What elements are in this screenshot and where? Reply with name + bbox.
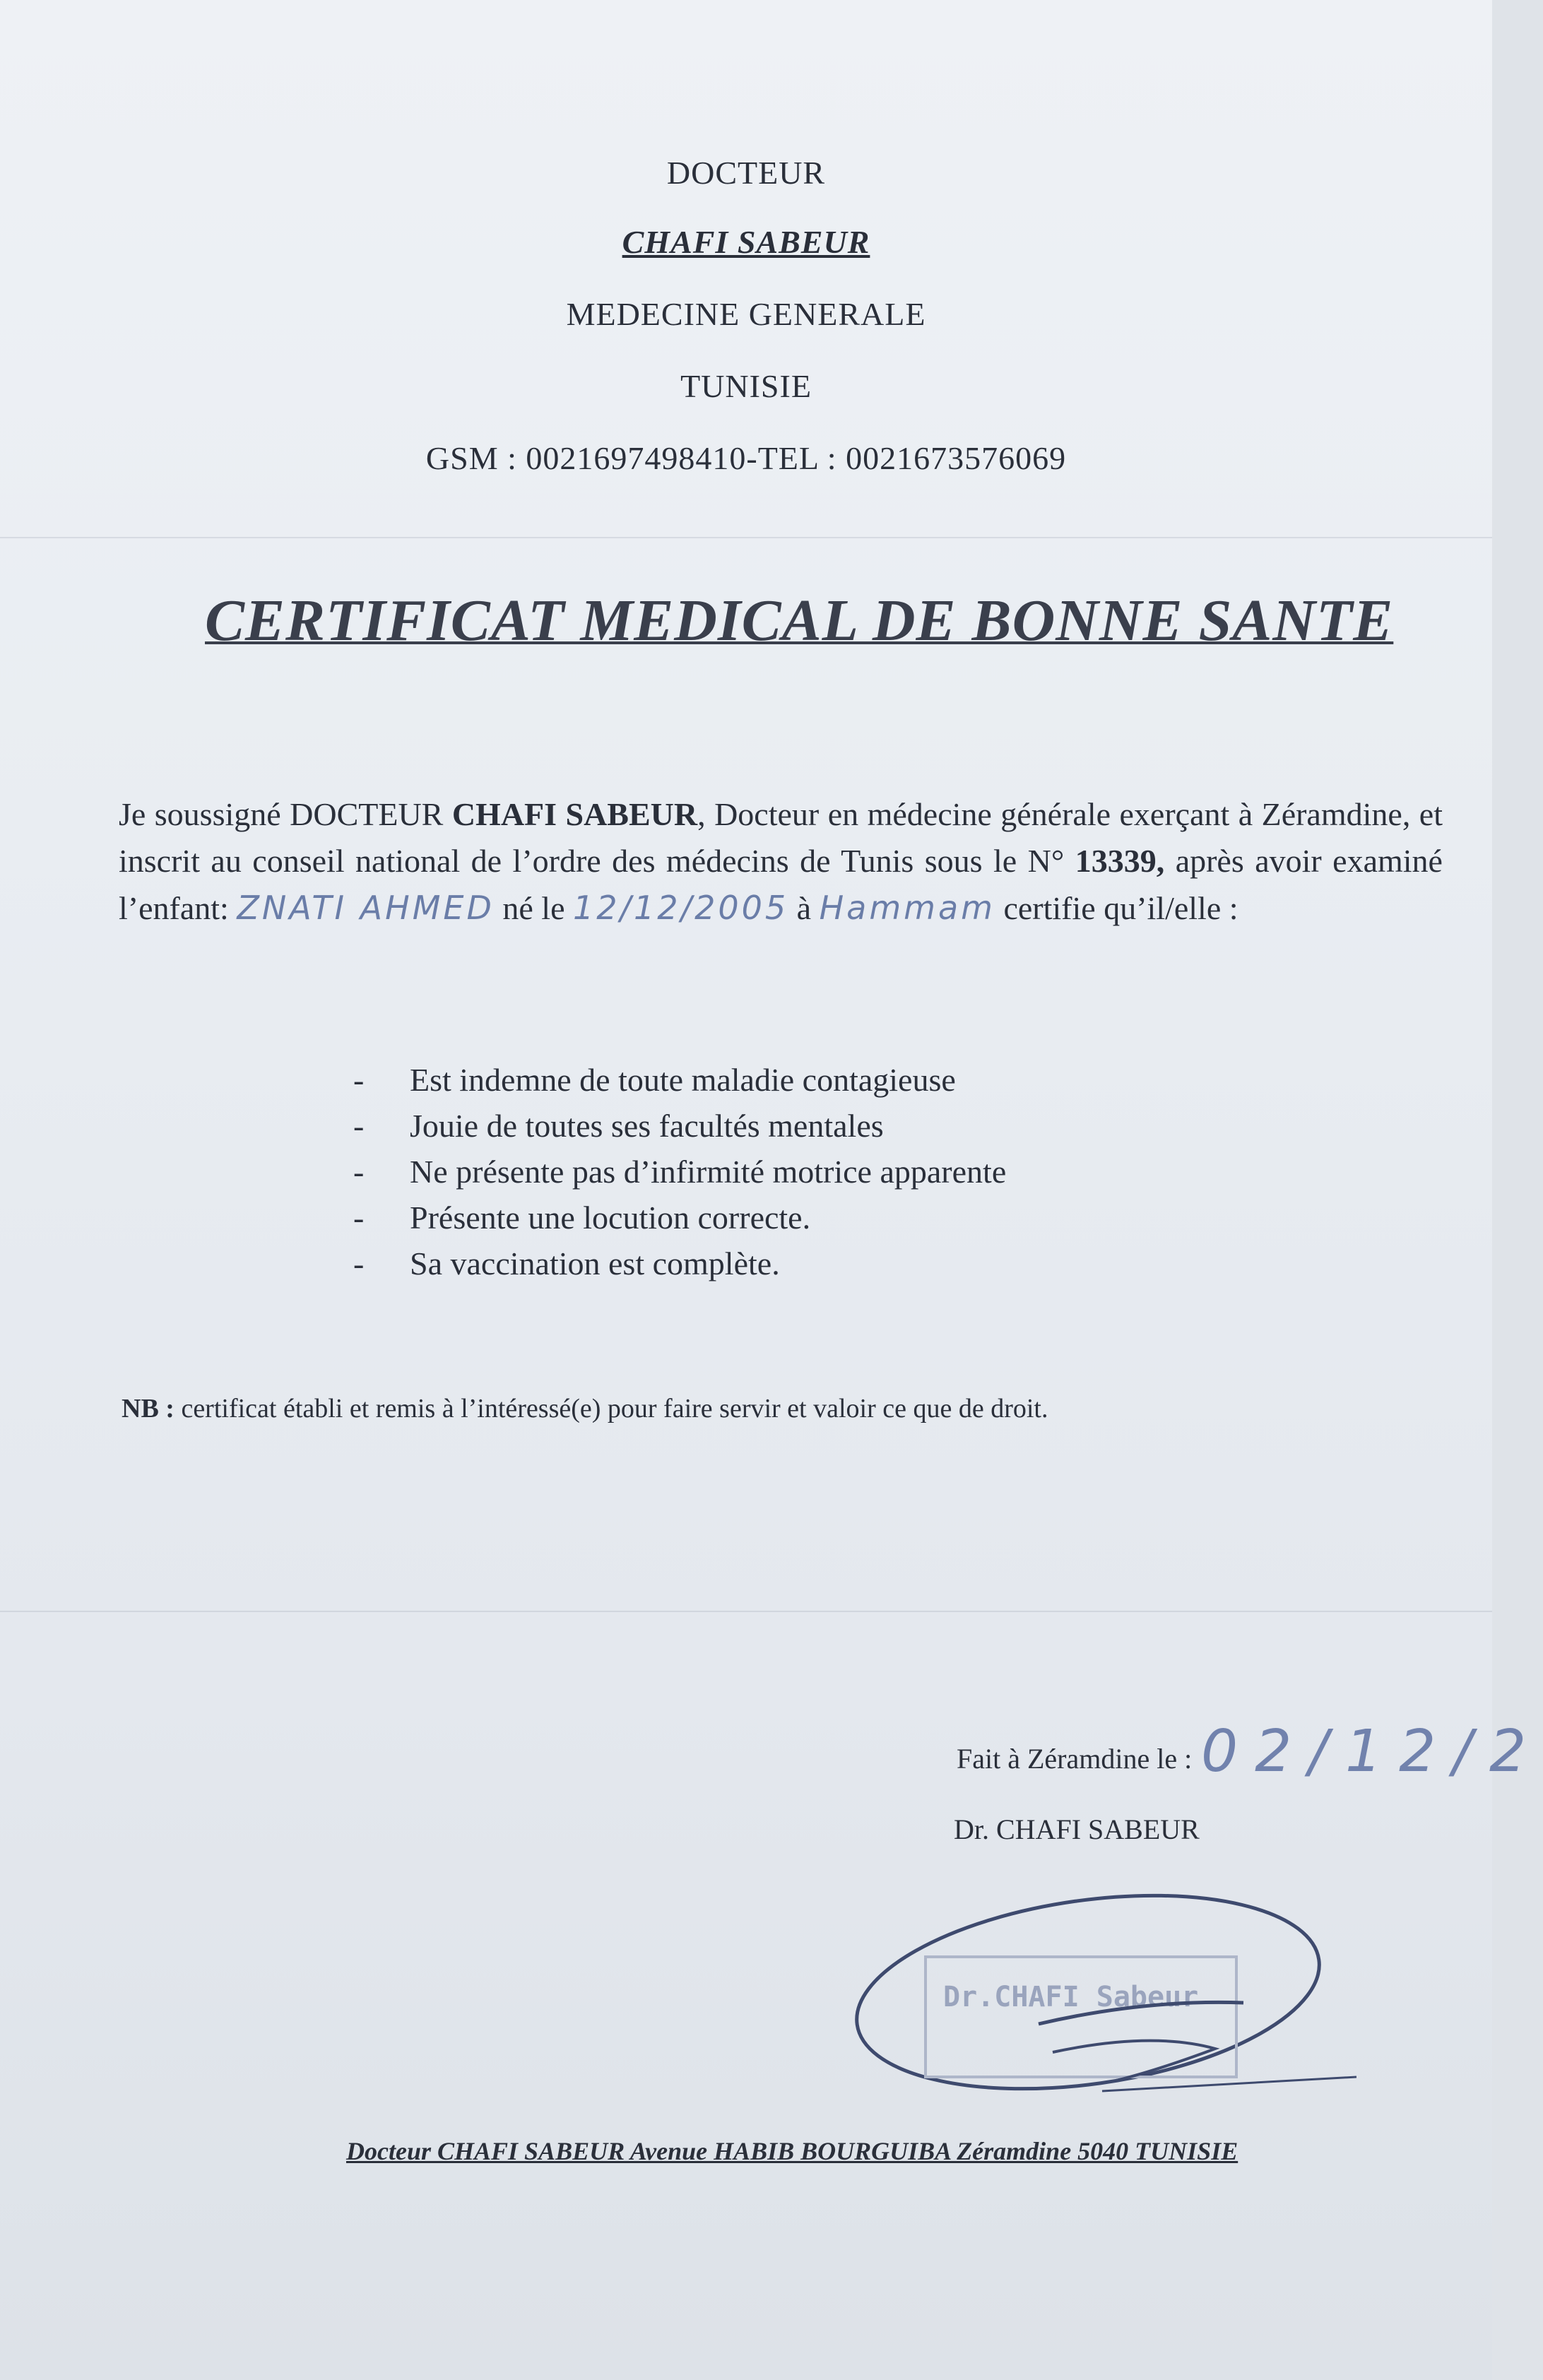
body-text: après avoir examiné l’enfant:: [119, 843, 1443, 926]
header-title-word: DOCTEUR: [666, 155, 826, 191]
list-bullet: -: [353, 1062, 365, 1098]
nb-note: [122, 1393, 1464, 1424]
signature-stroke: [1102, 2077, 1356, 2091]
header-doctor-name: [0, 223, 1492, 261]
list-bullet: -: [353, 1200, 365, 1236]
list-bullet: -: [353, 1154, 365, 1190]
certificate-body: [119, 791, 1443, 932]
birth-date-handwritten: 12/12/2005: [573, 889, 789, 927]
birth-place-handwritten: Hammam: [819, 889, 995, 927]
condition-text: Ne présente pas d’infirmité motrice apparente: [410, 1154, 1007, 1190]
born-label: né le: [494, 890, 573, 926]
nb-label: NB :: [122, 1394, 175, 1423]
body-text: , Docteur en médecine générale exerçant à Zéramdine, et inscrit au conseil national de l’ordre des médecins de Tunis sous le N°: [119, 796, 1443, 879]
list-bullet: -: [353, 1245, 365, 1281]
condition-text: Présente une locution correcte.: [410, 1200, 811, 1236]
header-contact: GSM : 0021697498410-TEL : 0021673576069: [425, 440, 1067, 476]
body-intro: Je soussigné DOCTEUR: [119, 796, 452, 832]
list-item: [353, 1103, 1413, 1149]
date-handwritten: 02/12/2: [1201, 1718, 1543, 1785]
signature-stroke: [1053, 2041, 1215, 2080]
order-number: 13339,: [1075, 843, 1165, 879]
doctor-stamp-signature: [848, 1879, 1371, 2133]
body-text: certifie qu’il/elle :: [995, 890, 1238, 926]
conditions-list: [353, 1057, 1413, 1286]
place-date-label: Fait à Zéramdine le :: [957, 1743, 1193, 1775]
doctor-name: CHAFI SABEUR: [622, 224, 870, 260]
stamp-text: Dr.CHAFI Sabeur: [943, 1981, 1199, 2013]
list-item: [353, 1149, 1413, 1195]
child-name-handwritten: ZNATI AHMED: [237, 889, 495, 927]
signatory-name: Dr. CHAFI SABEUR: [954, 1813, 1200, 1845]
header-country: TUNISIE: [680, 368, 812, 404]
nb-text: certificat établi et remis à l’intéressé(e) pour faire servir et valoir ce que de droit.: [174, 1394, 1048, 1423]
list-item: [353, 1241, 1413, 1286]
footer-address: Docteur CHAFI SABEUR Avenue HABIB BOURGUIBA Zéramdine 5040 TUNISIE: [346, 2137, 1238, 2165]
list-item: [353, 1195, 1413, 1241]
paper-fold-line: [0, 537, 1492, 538]
certificate-title: CERTIFICAT MEDICAL DE BONNE SANTE: [205, 588, 1394, 653]
condition-text: Est indemne de toute maladie contagieuse: [410, 1062, 956, 1098]
body-doctor-name: CHAFI SABEUR: [451, 796, 698, 832]
condition-text: Jouie de toutes ses facultés mentales: [410, 1108, 884, 1144]
list-item: [353, 1057, 1413, 1103]
list-bullet: -: [353, 1108, 365, 1144]
at-label: à: [788, 890, 820, 926]
condition-text: Sa vaccination est complète.: [410, 1245, 780, 1281]
paper-fold-line: [0, 1611, 1492, 1612]
header-specialty: MEDECINE GENERALE: [566, 296, 926, 332]
